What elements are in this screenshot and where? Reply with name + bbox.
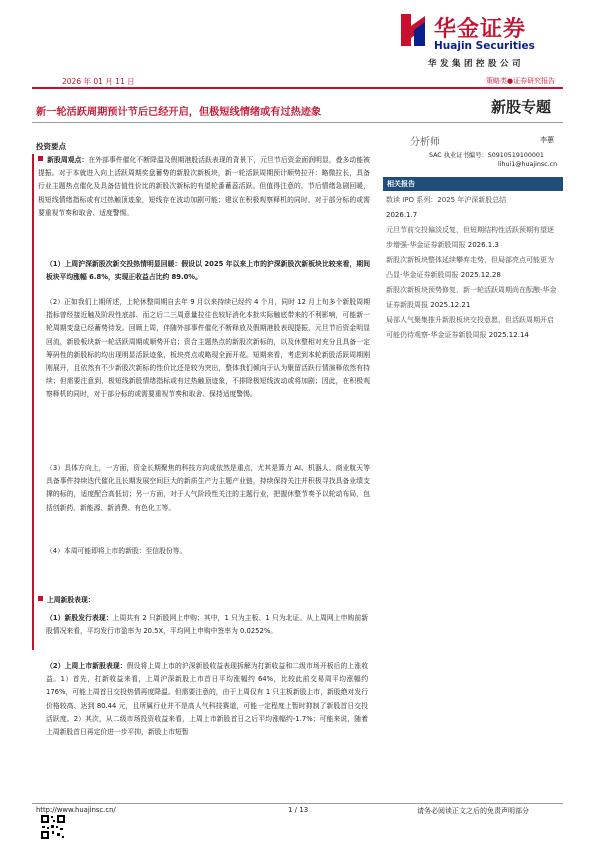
related-reports-list: [386, 193, 560, 343]
paragraph-lead: （1）新股发行表现：: [46, 614, 113, 622]
paragraph-point-1: [46, 258, 370, 284]
logo-english-name: Huajin Securities: [434, 40, 535, 52]
title-divider: [32, 122, 563, 123]
report-category: 策略类●证券研究报告: [486, 77, 556, 85]
related-report-item[interactable]: [386, 253, 560, 283]
paragraph-text: 在外部事件催化不断降温及假期港股活跃表现的背景下，元旦节后资金面润明显，叠多动能被提振。对于本就进入向上活跃周期奖盘蓄势的新股次新板块，新一轮活跃周期预计顺势拉开：略微拉长，具备行业主题热点催化及具备估值性价比的新股次新标的有望轮番蓄蕊活跃。但值得注意的，节后情绪急剧回暖，极短线情绪指标或有过热触顶迹象，短线存在波动加剧可能；建议在积极观察释机的同时，对于部分标的或需要重视节奏和取舍、适度警惕。: [38, 156, 371, 217]
related-report-date: 2025.12.28: [460, 271, 501, 279]
paragraph-weekly-view: [38, 154, 370, 220]
related-report-title[interactable]: 数读 IPO 系列：2025 年沪深新股总结: [386, 196, 507, 204]
header-divider: [32, 87, 563, 89]
related-report-item[interactable]: [386, 283, 560, 313]
page-number: 1 / 13: [288, 806, 309, 814]
related-report-date: 2025.12.21: [430, 301, 471, 309]
analyst-email[interactable]: lihui1@huajinsc.cn: [498, 161, 558, 168]
section-heading: 上周新股表现：: [47, 596, 95, 604]
footer-disclaimer: 请务必阅读正文之后的免责声明部分: [417, 807, 529, 815]
bullet-icon: [38, 596, 43, 601]
footer-divider: [32, 803, 563, 804]
company-name: 华发集团控股公司: [428, 59, 525, 69]
section-last-week: [38, 594, 358, 607]
related-report-date: 2026.1.3: [467, 241, 499, 249]
related-report-item[interactable]: [386, 223, 560, 253]
related-report-date: 2025.12.14: [488, 331, 529, 339]
logo-chinese-name: 华金证券: [434, 17, 527, 42]
related-report-item[interactable]: [386, 193, 560, 223]
paragraph-point-4: [46, 545, 370, 558]
paragraph-ipo-issuance: [46, 612, 368, 638]
analyst-label: 分析师: [410, 137, 440, 148]
report-title: 新一轮活跃周期预计节后已经开启，但极短线情绪或有过热迹象: [36, 107, 322, 118]
section-accent-bar: [32, 154, 34, 650]
huajin-logo-icon: [398, 10, 428, 50]
footer-website-link[interactable]: http://www.huajinsc.cn/: [36, 806, 116, 814]
related-report-title[interactable]: 新股次新板块整体延续攀弃走势，但局部亮点可能更为凸显-华金证券新股周报: [386, 256, 554, 279]
paragraph-text: 假设将上周上市的沪深新股收益表现拆解为打新收益和二级市场开板后的上涨收益。1）首先，打新收益来看，上周沪深新股上市首日平均涨幅约 64%，比较此前交易周平均涨幅约 176%，可能上周首日交投热情再度降温。但需要注意的，由于上周仅有 1 只主板新股上市，新股绝对发行价格较高、达到 80.44 元，且所属行业并不是高人气科技赛道，可能一定程度上暂时抑制了新股首日交投活跃度。2）其次，从二级市场投资收益来看，上周上市新股首日之后平均涨幅约-1.7%；可能来说，随着上周新股首日再定价进一步平抑，新股上市短暂: [46, 662, 368, 737]
related-report-title[interactable]: 元旦节前交投偏淡反复，但短期结构性活跃预期有望逐步增强-华金证券新股周报: [386, 226, 554, 249]
paragraph-text: （3）具体方向上，一方面，资金长期聚焦的科技方向或依然是重点，尤其是算力 AI、机器人、商业航天等具备事件持续迭代催化且长期发展空间巨大的新质生产力主题产业链，持续保持关注并积极寻找具备业绩支撑的标的，适度配合高低切；另一方面，对于人气阶段性关注的主题行业，把握休整节奏予以轮动布局，包括创新药、新能源、新消费、有色化工等。: [46, 464, 370, 512]
paragraph-point-2: [46, 296, 370, 402]
analyst-sac-number: SAC 执业证书编号：S0910519100001: [429, 152, 544, 159]
paragraph-text: 上周共有 2 只新股网上申购；其中，1 只为主板、1 只为北证。从上周网上申购前新股情况来看，平均发行市盈率为 20.5X，平均网上申购中签率为 0.0252%。: [46, 614, 368, 636]
related-reports-title: 相关报告: [387, 180, 415, 188]
paragraph-text: （1）上周沪深新股次新交投热情明显回暖：假设以 2025 年以来上市的沪深新股次新板块比较来看，期间板块平均涨幅 6.8%，实现正收益占比约 89.0%。: [46, 260, 370, 282]
analyst-name: 李蕙: [540, 136, 554, 144]
paragraph-lead: （2）上周上市新股表现：: [46, 662, 127, 670]
paragraph-lead: 新股周观点：: [47, 156, 89, 164]
paragraph-text: （2）正如我们上期所述，上轮休整周期自去年 9 月以来持续已经约 4 个月，同时 12 月上旬多个新股周期指标曾经接近触及阶段性底部、而之后二三周意量拉往也较好消化本批实际触底带来的不利影响，可能新一轮周期变盘已经蓄势待发。回顾上周，伴随外部事件催化不断释放及假期港股表现提振，元旦节后资金明显回流，新股板块新一轮活跃周期或顺势开启；资合主题热点的新股次新标的，以及休整相对充分且具备一定筹码性的新股标的均出现明显活跃迹象，板块亮点或略现全面开花。短期来看，考虑到本轮新股活跃周期刚刚展开，且依然有不少新股次新标的性价比还是较为突出，整体我们倾向于认为聚留活跃行情演释依然有持续；但需要注意到，极短线新股情绪指标或有过热触顶迹象，不排除极短线波动或将加剧；因此，在积极观察释机的同时，对于部分标的或需要重视节奏和取舍、保持适度警惕。: [46, 298, 370, 399]
related-report-item[interactable]: [386, 313, 560, 343]
section-title: 投资要点: [36, 142, 66, 151]
paragraph-listing-performance: [46, 660, 368, 800]
related-report-title[interactable]: 新股次新板块预势修复，新一轮活跃周期尚在酝酿-华金证券新股周报: [386, 286, 557, 309]
qr-code-icon: [40, 814, 66, 840]
related-report-date: 2026.1.7: [386, 211, 418, 219]
bullet-icon: [38, 156, 43, 161]
report-date: 2026 年 01 月 11 日: [62, 77, 135, 86]
report-type: 新股专题: [491, 98, 552, 116]
paragraph-text: （4）本周可能即将上市的新股：至信股份等。: [46, 547, 187, 555]
related-report-title[interactable]: 局部人气聚集推升新股板块交投意愿，但活跃周期开启可能仍待观察-华金证券新股周报: [386, 316, 554, 339]
paragraph-point-3: [46, 462, 370, 515]
